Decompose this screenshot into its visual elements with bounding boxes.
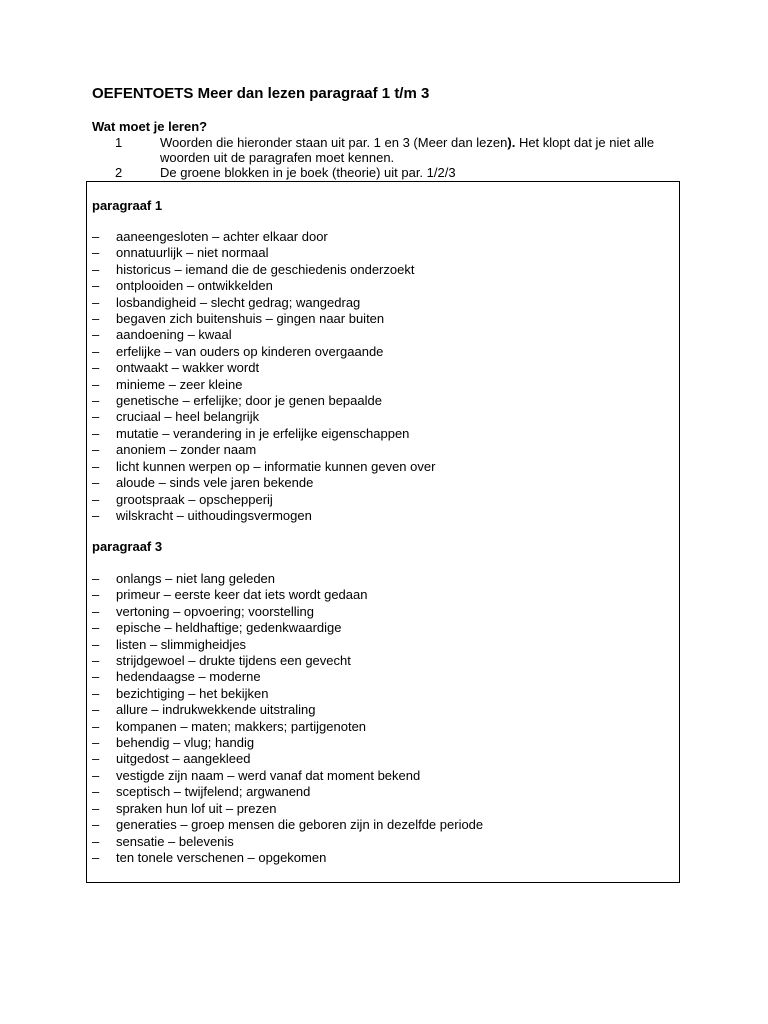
- list-item: [92, 278, 435, 294]
- word-definition: strijdgewoel – drukte tijdens een gevecht: [116, 653, 351, 669]
- word-definition: cruciaal – heel belangrijk: [116, 409, 260, 425]
- word-definition: mutatie – verandering in je erfelijke eigenschappen: [116, 425, 410, 441]
- section-heading-paragraaf-3: paragraaf 3: [92, 539, 163, 554]
- instruction-item: [115, 165, 685, 180]
- bullet-dash: –: [92, 718, 100, 734]
- instruction-text-part: Woorden die hieronder staan uit par. 1 en 3 (Meer dan lezen: [160, 135, 508, 150]
- bullet-dash: –: [92, 294, 100, 310]
- word-definition: grootspraak – opschepperij: [116, 491, 273, 507]
- word-definition: vestigde zijn naam – werd vanaf dat moment bekend: [116, 767, 421, 783]
- instruction-text: [160, 135, 685, 165]
- bullet-dash: –: [92, 409, 100, 425]
- list-item: [92, 768, 483, 784]
- list-item: [92, 850, 483, 866]
- word-list-paragraaf-3: [92, 571, 483, 866]
- bullet-dash: –: [92, 376, 100, 392]
- list-item: [92, 735, 483, 751]
- word-definition: epische – heldhaftige; gedenkwaardige: [116, 620, 342, 636]
- instruction-text-bold: ).: [507, 135, 516, 150]
- list-item: [92, 459, 435, 475]
- list-item: [92, 751, 483, 767]
- word-definition: aloude – sinds vele jaren bekende: [116, 475, 314, 491]
- word-definition: allure – indrukwekkende uitstraling: [116, 702, 316, 718]
- word-definition: sceptisch – twijfelend; argwanend: [116, 784, 311, 800]
- bullet-dash: –: [92, 442, 100, 458]
- list-item: [92, 262, 435, 278]
- bullet-dash: –: [92, 571, 100, 586]
- list-item: [92, 492, 435, 508]
- list-item: [92, 295, 435, 311]
- bullet-dash: –: [92, 229, 100, 244]
- word-definition: onlangs – niet lang geleden: [116, 571, 276, 586]
- list-item: [92, 637, 483, 653]
- word-definition: ontplooiden – ontwikkelden: [116, 278, 273, 294]
- bullet-dash: –: [92, 636, 100, 652]
- bullet-dash: –: [92, 393, 100, 409]
- word-definition: spraken hun lof uit – prezen: [116, 800, 277, 816]
- word-definition: behendig – vlug; handig: [116, 735, 255, 751]
- bullet-dash: –: [92, 475, 100, 491]
- list-item: [92, 669, 483, 685]
- word-definition: losbandigheid – slecht gedrag; wangedrag: [116, 294, 361, 310]
- bullet-dash: –: [92, 817, 100, 833]
- word-definition: begaven zich buitenshuis – gingen naar buiten: [116, 311, 385, 327]
- word-definition: aandoening – kwaal: [116, 327, 232, 343]
- bullet-dash: –: [92, 491, 100, 507]
- list-item: [92, 817, 483, 833]
- list-item: [92, 442, 435, 458]
- list-item: [92, 620, 483, 636]
- list-item: [92, 360, 435, 376]
- bullet-dash: –: [92, 278, 100, 294]
- word-definition: sensatie – belevenis: [116, 833, 234, 849]
- list-item: [92, 653, 483, 669]
- list-item: [92, 426, 435, 442]
- word-definition: onnatuurlijk – niet normaal: [116, 245, 269, 261]
- bullet-dash: –: [92, 245, 100, 261]
- word-definition: licht kunnen werpen op – informatie kunnen geven over: [116, 458, 436, 474]
- instruction-number: 1: [115, 135, 123, 150]
- bullet-dash: –: [92, 833, 100, 849]
- word-definition: uitgedost – aangekleed: [116, 751, 251, 767]
- word-definition: ontwaakt – wakker wordt: [116, 360, 260, 376]
- word-definition: aaneengesloten – achter elkaar door: [116, 229, 328, 244]
- bullet-dash: –: [92, 800, 100, 816]
- list-item: [92, 311, 435, 327]
- word-definition: vertoning – opvoering; voorstelling: [116, 603, 315, 619]
- word-definition: hedendaagse – moderne: [116, 669, 261, 685]
- word-definition: genetische – erfelijke; door je genen bepaalde: [116, 393, 382, 409]
- word-definition: erfelijke – van ouders op kinderen overgaande: [116, 343, 384, 359]
- list-item: [92, 377, 435, 393]
- bullet-dash: –: [92, 751, 100, 767]
- word-definition: minieme – zeer kleine: [116, 376, 243, 392]
- list-item: [92, 686, 483, 702]
- bullet-dash: –: [92, 784, 100, 800]
- instruction-number: 2: [115, 165, 123, 180]
- page-title: OEFENTOETS Meer dan lezen paragraaf 1 t/m 3: [92, 85, 430, 102]
- word-definition: anoniem – zonder naam: [116, 442, 257, 458]
- bullet-dash: –: [92, 507, 100, 523]
- bullet-dash: –: [92, 653, 100, 669]
- list-item: [92, 409, 435, 425]
- instruction-item: [115, 135, 685, 165]
- list-item: [92, 229, 435, 245]
- list-item: [92, 604, 483, 620]
- word-definition: primeur – eerste keer dat iets wordt gedaan: [116, 587, 368, 603]
- bullet-dash: –: [92, 458, 100, 474]
- instructions-list: [115, 135, 685, 180]
- word-definition: historicus – iemand die de geschiedenis onderzoekt: [116, 261, 415, 277]
- list-item: [92, 245, 435, 261]
- word-definition: listen – slimmigheidjes: [116, 636, 247, 652]
- word-definition: kompanen – maten; makkers; partijgenoten: [116, 718, 367, 734]
- list-item: [92, 702, 483, 718]
- list-item: [92, 571, 483, 587]
- word-definition: ten tonele verschenen – opgekomen: [116, 849, 327, 865]
- list-item: [92, 801, 483, 817]
- list-item: [92, 327, 435, 343]
- word-definition: bezichtiging – het bekijken: [116, 685, 269, 701]
- bullet-dash: –: [92, 603, 100, 619]
- instruction-text-part: De groene blokken in je boek (theorie) uit par. 1/2/3: [160, 165, 456, 180]
- list-item: [92, 784, 483, 800]
- list-item: [92, 719, 483, 735]
- list-item: [92, 508, 435, 524]
- bullet-dash: –: [92, 360, 100, 376]
- bullet-dash: –: [92, 261, 100, 277]
- bullet-dash: –: [92, 327, 100, 343]
- list-item: [92, 475, 435, 491]
- word-definition: generaties – groep mensen die geboren zijn in dezelfde periode: [116, 817, 484, 833]
- bullet-dash: –: [92, 702, 100, 718]
- instruction-text: [160, 165, 685, 180]
- bullet-dash: –: [92, 343, 100, 359]
- list-item: [92, 393, 435, 409]
- instruction-text-part: Het klopt dat je niet alle woorden uit de paragrafen moet kennen.: [160, 135, 655, 165]
- section-heading-paragraaf-1: paragraaf 1: [92, 198, 163, 213]
- list-item: [92, 344, 435, 360]
- bullet-dash: –: [92, 685, 100, 701]
- bullet-dash: –: [92, 767, 100, 783]
- bullet-dash: –: [92, 620, 100, 636]
- list-item: [92, 587, 483, 603]
- bullet-dash: –: [92, 735, 100, 751]
- word-list-box: [86, 181, 680, 883]
- instructions-heading: Wat moet je leren?: [92, 119, 208, 134]
- word-definition: wilskracht – uithoudingsvermogen: [116, 507, 312, 523]
- bullet-dash: –: [92, 311, 100, 327]
- bullet-dash: –: [92, 587, 100, 603]
- word-list-paragraaf-1: [92, 229, 435, 524]
- bullet-dash: –: [92, 669, 100, 685]
- bullet-dash: –: [92, 425, 100, 441]
- bullet-dash: –: [92, 849, 100, 865]
- list-item: [92, 834, 483, 850]
